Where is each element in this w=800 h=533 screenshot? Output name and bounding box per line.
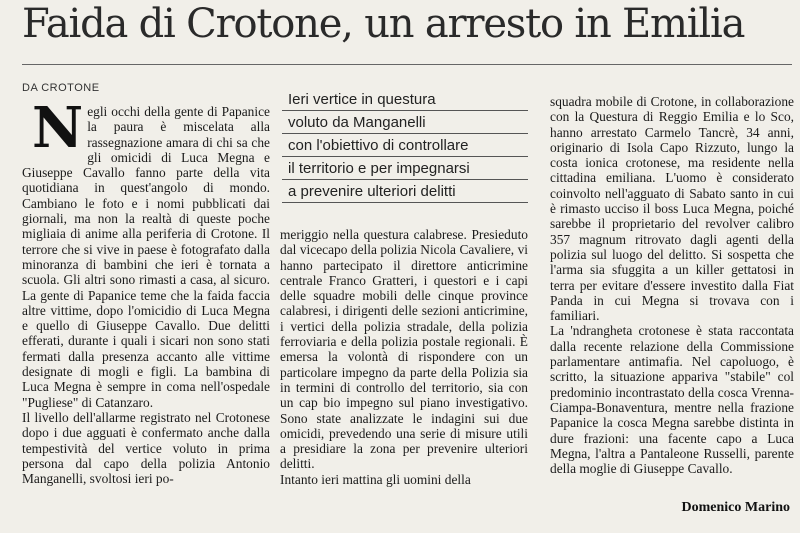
pull-quote-line: voluto da Manganelli [282, 111, 528, 134]
pull-quote-line: il territorio e per impegnarsi [282, 157, 528, 180]
dateline: DA CROTONE [22, 82, 100, 94]
col3-paragraph-2: La 'ndrangheta crotonese è stata raccontata dalla recente relazione della Commissione parlamentare antimafia. Nel capoluogo, è scritto, la situazione appariva "stabile" col predominio incontrastato della cosca Vrenna-Ciampa-Bonaventura, mentre nella frazione Papanice la cosca Megna sarebbe distinta in dure frazioni: una facente capo a Luca Megna, l'altra a Pantaleone Russelli, parente della moglie di Giuseppe Cavallo. [550, 323, 794, 477]
pull-quote [282, 88, 528, 203]
col1-paragraph-2: Il livello dell'allarme registrato nel Crotonese dopo i due agguati è confermato anche dalla tempestività del vertice voluto in prima persona dal capo della polizia Antonio Manganelli, svoltosi ieri po- [22, 409, 270, 487]
author-byline: Domenico Marino [681, 500, 790, 515]
col2-paragraph-2: Intanto ieri mattina gli uomini della [280, 471, 471, 487]
column-3 [550, 94, 794, 494]
column-1 [22, 104, 270, 524]
pull-quote-line: con l'obiettivo di controllare [282, 134, 528, 157]
drop-cap: N [32, 104, 84, 161]
col3-paragraph-1: squadra mobile di Crotone, in collaborazione con la Questura di Reggio Emilia e lo Sco, hanno arrestato Carmelo Tancrè, 34 anni, originario di Isola Capo Rizzuto, lungo la costa ionica crotonese, ma residente nella cittadina emiliana. L'uomo è considerato coinvolto nell'agguato di Sabato santo in cui è rimasto ucciso il boss Luca Megna, poiché sarebbe il proprietario del revolver calibro 357 magnum ritrovato dagli agenti della polizia sul luogo del delitto. Si sospetta che l'arma sia sfuggita a un killer gettatosi in terra per evitare d'essere investito dalla Fiat Panda in cui Megna si trovava con i familiari. [550, 94, 794, 324]
column-2 [280, 227, 528, 517]
col2-paragraph-1: meriggio nella questura calabrese. Presieduto dal vicecapo della polizia Nicola Cavaliere, vi hanno partecipato il direttore anticrimine centrale Franco Gratteri, i questori e i capi delle squadre mobili delle cinque province calabresi, i dirigenti delle sezioni anticrimine, i vertici della polizia stradale, della polizia ferroviaria e della polizia postale regionali. È emersa la volontà di rispondere con un particolare impegno da parte della Polizia sia in termini di controllo del territorio, sia con un cap bio impegno sul piano investigativo. Sono state analizzate le indagini sui due omicidi, prevedendo una serie di misure utili a presidiare la zona per prevenire ulteriori delitti. [280, 227, 528, 472]
pull-quote-line: a prevenire ulteriori delitti [282, 180, 528, 203]
col1-paragraph-1: egli occhi della gente di Papanice la paura è miscelata alla rassegnazione amara di chi sa che gli omicidi di Luca Megna e Giuseppe Cavallo fanno parte della vita quotidiana in quest'angolo di mondo. Cambiano le foto e i nomi pubblicati dai giornali, ma non la realtà di queste poche migliaia di anime alla periferia di Crotone. Il terrore che si vive in paese è fotografato dalla minoranza di bambini che ieri è tornata a scuola. Gli altri sono rimasti a casa, al sicuro. La gente di Papanice teme che la faida faccia altre vittime, dopo l'omicidio di Luca Megna e quello di Giuseppe Cavallo. Due delitti efferati, durante i quali i sicari non sono stati fermati dalla presenza accanto alle vittime designate di mogli e figli. La bambina di Luca Megna è sempre in coma nell'ospedale "Pugliese" di Catanzaro. [22, 104, 270, 410]
pull-quote-line: Ieri vertice in questura [282, 88, 528, 111]
headline-rule [22, 64, 792, 65]
article-headline: Faida di Crotone, un arresto in Emilia [22, 1, 745, 47]
